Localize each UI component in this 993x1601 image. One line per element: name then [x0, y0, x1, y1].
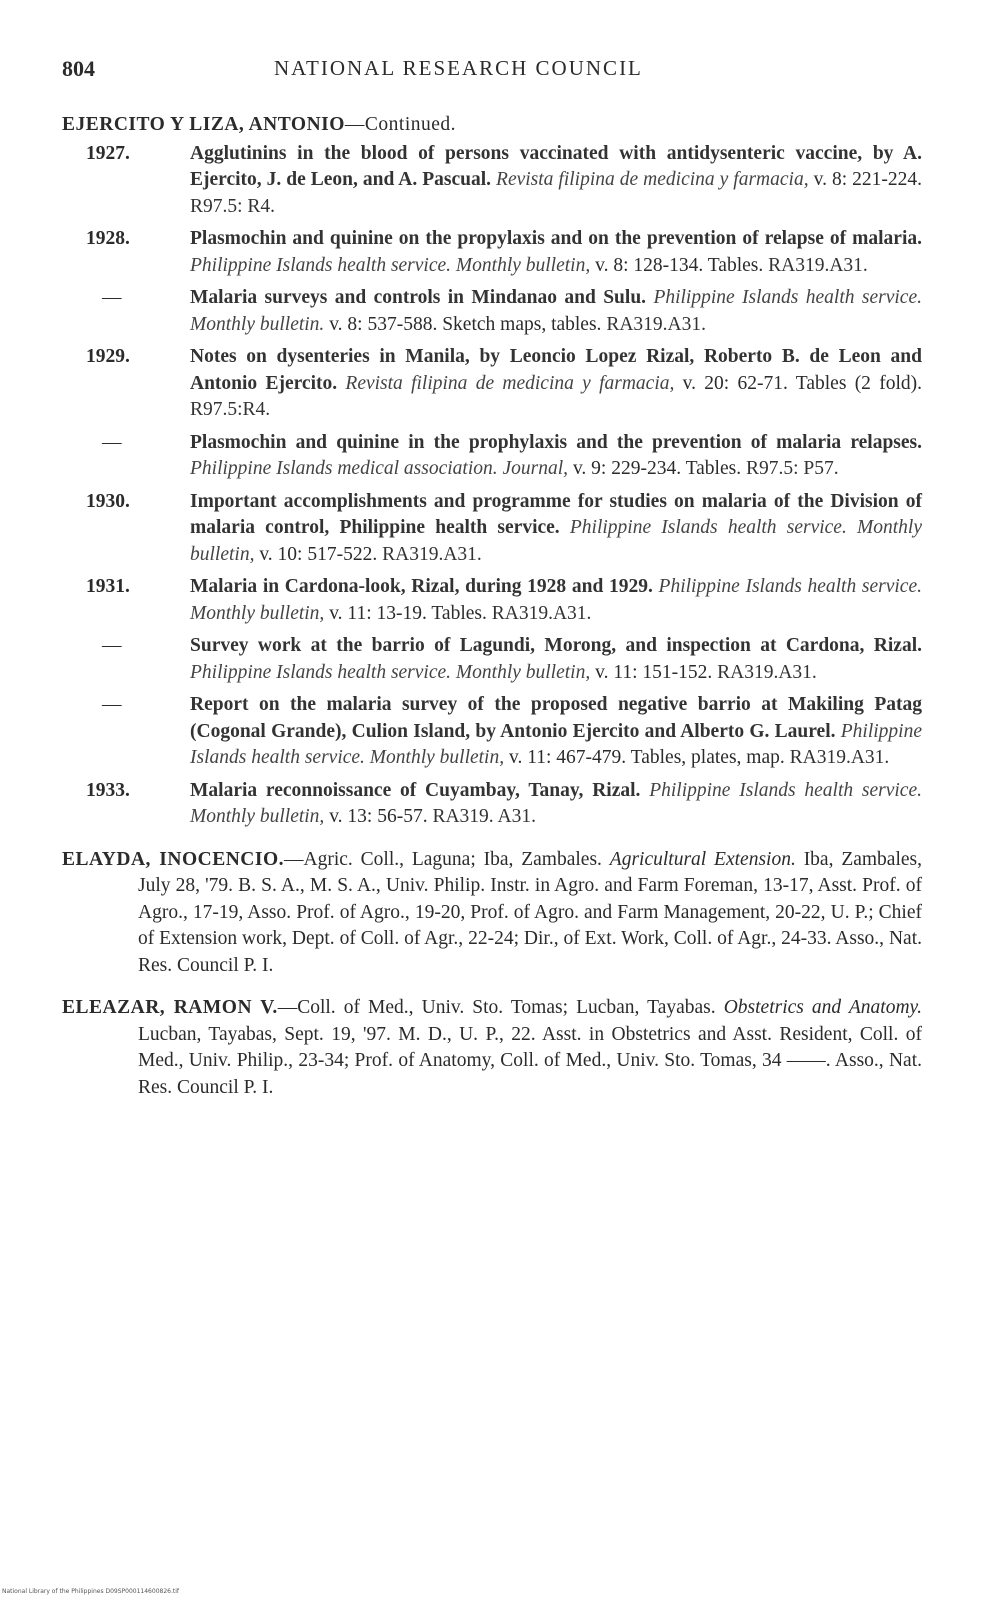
entry-year: 1930. [86, 490, 130, 512]
running-head: NATIONAL RESEARCH COUNCIL [274, 56, 643, 80]
entry-call-number: RA319.A31. [606, 313, 706, 335]
entry-call-number: RA319.A31. [789, 747, 890, 768]
entry-call-number: R97.5:R4. [190, 399, 271, 420]
entry-periodical: Philippine Islands health service. Monthly bulletin, [190, 254, 591, 276]
bibliography-entry [62, 692, 922, 772]
entry-title: Notes on dysenteries in Manila, by Leoncio Lopez Rizal, Roberto B. de Leon and Antonio Ejercito. [190, 346, 922, 394]
author-heading [62, 112, 922, 139]
entry-year: 1933. [86, 779, 130, 801]
entry-details: v. 11: 151-152. [595, 661, 713, 683]
entry-details: v. 11: 467-479. Tables, plates, map. [508, 747, 785, 768]
entry-call-number: R97.5: R4. [190, 195, 276, 217]
entry-year: — [102, 635, 122, 656]
entry-call-number: R97.5: P57. [745, 458, 839, 479]
bibliography-entry [62, 430, 922, 483]
entry-details: v. 20: 62-71. Tables (2 fold). [682, 372, 922, 394]
entry-year: — [102, 694, 122, 715]
bibliography-list [62, 141, 922, 831]
entry-periodical: Philippine Islands health service. Monthly bulletin, [190, 779, 922, 827]
person-name: ELEAZAR, RAMON V. [62, 997, 278, 1018]
entry-details: v. 8: 537-588. Sketch maps, tables. [329, 313, 602, 335]
bibliography-entry [62, 141, 922, 221]
entry-title: Malaria surveys and controls in Mindanao and Sulu. [190, 287, 647, 308]
entry-details: v. 9: 229-234. Tables. [572, 458, 742, 479]
entry-title: Plasmochin and quinine in the prophylaxis and the prevention of malaria relapses. [190, 431, 922, 453]
bibliography-entry [62, 574, 922, 627]
person-affiliation: —Agric. Coll., Laguna; Iba, Zambales. [284, 848, 602, 870]
entry-details: v. 8: 128-134. Tables. [595, 254, 764, 276]
entry-periodical: Philippine Islands health service. Monthly bulletin, [190, 720, 922, 768]
continued-label: —Continued. [344, 114, 457, 135]
entry-year: 1928. [86, 228, 130, 249]
entry-periodical: Philippine Islands medical association. Journal, [190, 458, 569, 479]
entry-title: Report on the malaria survey of the proposed negative barrio at Makiling Patag (Cogonal Grande), Culion Island, by Antonio Ejercito and Alberto G. Laurel. [190, 694, 922, 742]
person-name: ELAYDA, INOCENCIO. [62, 848, 285, 870]
entry-year: 1931. [86, 576, 130, 597]
entry-details: v. 8: 221-224. [813, 169, 922, 190]
author-name: EJERCITO Y LIZA, ANTONIO [62, 114, 345, 135]
person-biography: Iba, Zambales, July 28, '79. B. S. A., M. S. A., Univ. Philip. Instr. in Agro. and Farm Foreman, 13-17, Asst. Prof. of Agro., 17-19, Asso. Prof. of Agro., 19-20, Prof. of Agro. and Farm Management, 20-22, U. P.; Chief of Extension work, Dept. of Coll. of Agr., 22-24; Dir., of Ext. Work, Coll. of Agr., 24-33. Asso., Nat. Res. Council P. I. [138, 848, 922, 976]
entry-call-number: RA319.A31. [382, 543, 482, 565]
page-number: 804 [62, 56, 95, 81]
entry-year: — [102, 431, 122, 453]
entry-periodical: Philippine Islands health service. Monthly bulletin, [190, 661, 591, 683]
biography-entry [62, 995, 922, 1101]
entry-details: v. 10: 517-522. [259, 543, 378, 565]
page-content [62, 112, 922, 1115]
bibliography-entry [62, 285, 922, 338]
entry-title: Important accomplishments and programme for studies on malaria of the Division of malaria control, Philippine health service. [190, 490, 922, 538]
biography-entry [62, 847, 922, 980]
entry-call-number: RA319.A31. [491, 602, 592, 624]
bibliography-entry [62, 344, 922, 424]
entry-title: Malaria in Cardona-look, Rizal, during 1928 and 1929. [190, 576, 653, 597]
entry-title: Survey work at the barrio of Lagundi, Morong, and inspection at Cardona, Rizal. [190, 635, 922, 656]
scan-footer-note: National Library of the Philippines D09SP000114600826.tif [2, 1588, 180, 1595]
biography-list [62, 847, 922, 1102]
person-affiliation: —Coll. of Med., Univ. Sto. Tomas; Lucban, Tayabas. [277, 997, 716, 1018]
entry-periodical: Philippine Islands health service. Monthly bulletin, [190, 517, 923, 565]
entry-periodical: Philippine Islands health service. Monthly bulletin. [190, 287, 922, 335]
entry-title: Agglutinins in the blood of persons vaccinated with antidysenteric vaccine, by A. Ejercito, J. de Leon, and A. Pascual. [190, 142, 922, 190]
bibliography-entry [62, 489, 922, 569]
entry-periodical: Philippine Islands health service. Monthly bulletin, [190, 576, 922, 624]
person-biography: Lucban, Tayabas, Sept. 19, '97. M. D., U. P., 22. Asst. in Obstetrics and Asst. Resident, Coll. of Med., Univ. Philip., 23-34; Prof. of Anatomy, Coll. of Med., Univ. Sto. Tomas, 34 ——. Asso., Nat. Res. Council P. I. [138, 1023, 922, 1098]
entry-call-number: RA319. A31. [432, 806, 536, 827]
person-field: Obstetrics and Anatomy. [723, 997, 923, 1018]
bibliography-entry [62, 226, 922, 279]
entry-title: Plasmochin and quinine on the propylaxis and on the prevention of relapse of malaria. [190, 228, 922, 249]
entry-year: — [102, 287, 122, 308]
entry-year: 1929. [86, 346, 130, 367]
bibliography-entry [62, 633, 922, 686]
entry-periodical: Revista filipina de medicina y farmacia, [345, 372, 675, 394]
entry-year: 1927. [86, 142, 130, 164]
entry-call-number: RA319.A31. [768, 254, 868, 276]
entry-call-number: RA319.A31. [717, 661, 817, 683]
page-header [62, 56, 942, 86]
entry-details: v. 11: 13-19. Tables. [329, 602, 487, 624]
entry-periodical: Revista filipina de medicina y farmacia, [496, 169, 809, 190]
person-field: Agricultural Extension. [609, 848, 796, 870]
entry-details: v. 13: 56-57. [329, 806, 428, 827]
entry-title: Malaria reconnoissance of Cuyambay, Tanay, Rizal. [190, 779, 641, 801]
bibliography-entry [62, 778, 922, 831]
